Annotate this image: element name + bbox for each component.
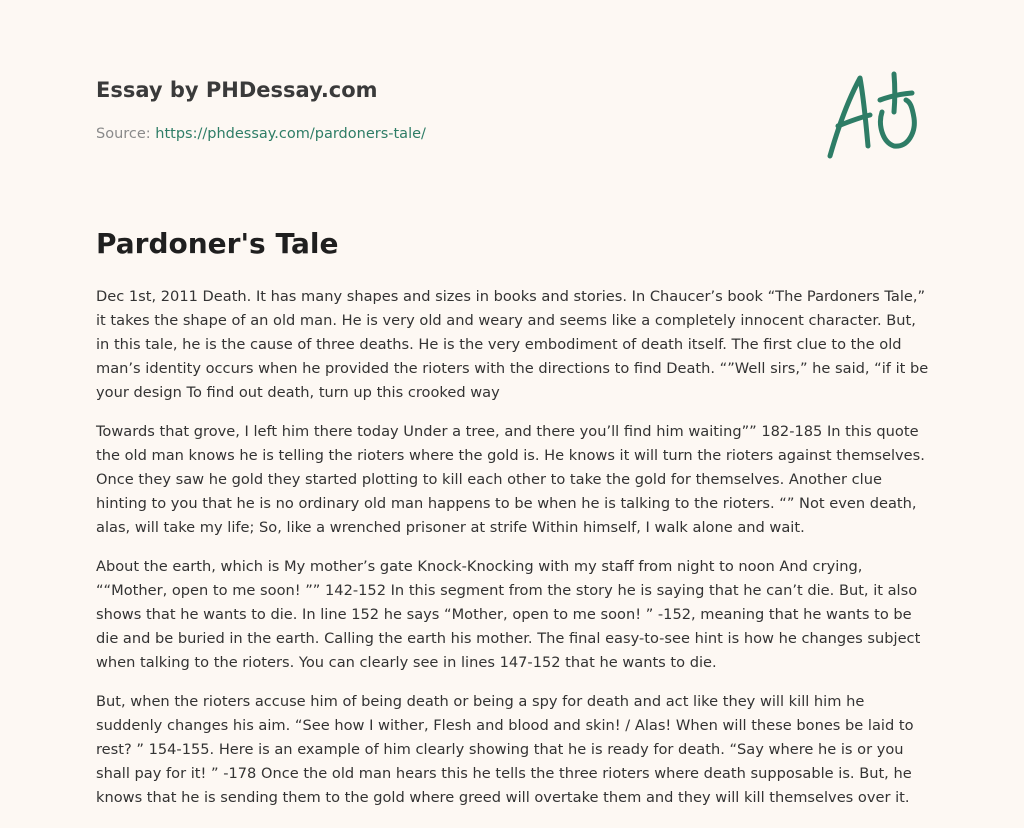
- essay-paragraph: Towards that grove, I left him there today Under a tree, and there you’ll find him waiting”” 182-185 In this quote the old man knows he is telling the rioters where the gold is. He knows it will turn the rioters against themselves. Once they saw he gold they started plotting to kill each other to take the gold for themselves. Another clue hinting to you that he is no ordinary old man happens to be when he is talking to the rioters. “” Not even death, alas, will take my life; So, like a wrenched prisoner at strife Within himself, I walk alone and wait.: [96, 423, 925, 536]
- essay-paragraph: Dec 1st, 2011 Death. It has many shapes and sizes in books and stories. In Chaucer’s book “The Pardoners Tale,” it takes the shape of an old man. He is very old and weary and seems like a completely innocent character. But, in this tale, he is the cause of three deaths. He is the very embodiment of death itself. The first clue to the old man’s identity occurs when he provided the rioters with the directions to find Death. “”Well sirs,” he said, “if it be your design To find out death, turn up this crooked way: [96, 288, 929, 401]
- essay-paragraph: But, when the rioters accuse him of being death or being a spy for death and act like they will kill him he suddenly changes his aim. “See how I wither, Flesh and blood and skin! / Alas! When will these bones be laid to rest? ” 154-155. Here is an example of him clearly showing that he is ready for death. “Say where he is or you shall pay for it! ” -178 Once the old man hears this he tells the three rioters where death supposable is. But, he knows that he is sending them to the gold where greed will overtake them and they will kill themselves over it.: [96, 693, 914, 806]
- essay-body: [96, 285, 936, 825]
- site-brand: Essay by PHDessay.com: [96, 78, 378, 102]
- essay-paragraph: About the earth, which is My mother’s gate Knock-Knocking with my staff from night to noon And crying, ““Mother, open to me soon! ”” 142-152 In this segment from the story he is saying that he can’t die. But, it also shows that he wants to die. In line 152 he says “Mother, open to me soon! ” -152, meaning that he wants to be die and be buried in the earth. Calling the earth his mother. The final easy-to-see hint is how he changes subject when talking to the rioters. You can clearly see in lines 147-152 that he wants to die.: [96, 558, 921, 671]
- essay-title: Pardoner's Tale: [96, 227, 339, 260]
- source-link[interactable]: https://phdessay.com/pardoners-tale/: [155, 126, 426, 142]
- essay-header: [96, 76, 796, 144]
- source-label: Source:: [96, 126, 156, 142]
- source-line: [96, 124, 796, 144]
- a-plus-grade-logo-icon: [822, 66, 930, 166]
